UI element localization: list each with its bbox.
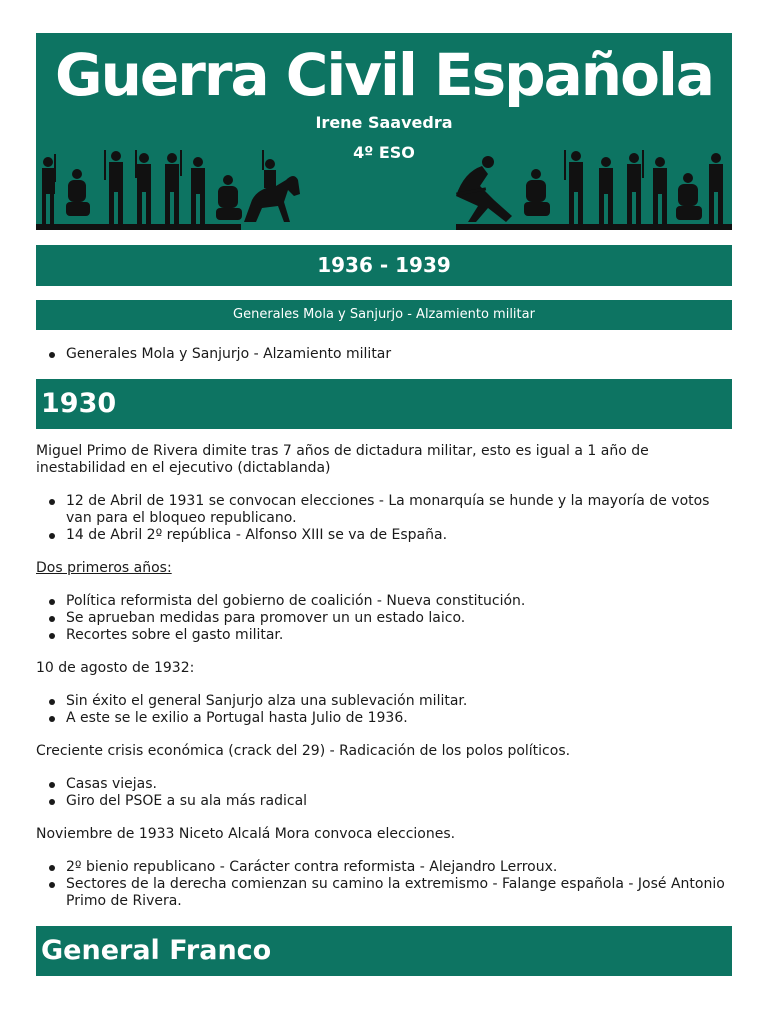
list-item: 2º bienio republicano - Carácter contra reformista - Alejandro Lerroux.: [66, 859, 732, 876]
banner-title: Guerra Civil Española: [55, 41, 713, 109]
paragraph-crisis: Creciente crisis económica (crack del 29) - Radicación de los polos políticos.: [36, 743, 571, 759]
banner-course: 4º ESO: [353, 143, 415, 162]
banner-author: Irene Saavedra: [315, 113, 453, 132]
list-item: Recortes sobre el gasto militar.: [66, 627, 732, 644]
label-first-years: Dos primeros años:: [36, 560, 172, 576]
subtitle-bar: Generales Mola y Sanjurjo - Alzamiento militar: [36, 300, 732, 330]
list-item: 14 de Abril 2º república - Alfonso XIII se va de España.: [66, 527, 732, 544]
paragraph-1932: 10 de agosto de 1932:: [36, 660, 195, 676]
title-banner: [36, 33, 732, 230]
list-item: 12 de Abril de 1931 se convocan elecciones - La monarquía se hunde y la mayoría de votos van para el bloqueo republicano.: [66, 493, 732, 527]
section-heading-franco: General Franco: [36, 926, 732, 976]
intro-list: [36, 346, 732, 363]
paragraph-1933: Noviembre de 1933 Niceto Alcalá Mora convoca elecciones.: [36, 826, 456, 842]
document-page: [36, 33, 732, 976]
section-heading-1930: 1930: [36, 379, 732, 429]
list-item: Casas viejas.: [66, 776, 732, 793]
list-1933: [36, 859, 732, 910]
list-first-years: [36, 593, 732, 644]
list-item: Se aprueban medidas para promover un un estado laico.: [66, 610, 732, 627]
list-crisis: [36, 776, 732, 810]
list-item: Política reformista del gobierno de coalición - Nueva constitución.: [66, 593, 732, 610]
list-sanjurjo: [36, 693, 732, 727]
list-item: A este se le exilio a Portugal hasta Julio de 1936.: [66, 710, 732, 727]
list-item: Sin éxito el general Sanjurjo alza una sublevación militar.: [66, 693, 732, 710]
years-bar: 1936 - 1939: [36, 245, 732, 286]
soldier-silhouettes-icon: [36, 150, 732, 230]
list-item: Generales Mola y Sanjurjo - Alzamiento militar: [66, 346, 732, 363]
list-elections: [36, 493, 732, 544]
list-item: Giro del PSOE a su ala más radical: [66, 793, 732, 810]
paragraph-primo-rivera: Miguel Primo de Rivera dimite tras 7 años de dictadura militar, esto es igual a 1 año de inestabilidad en el ejecutivo (dictablanda): [36, 443, 649, 476]
list-item: Sectores de la derecha comienzan su camino la extremismo - Falange española - José Antonio Primo de Rivera.: [66, 876, 732, 910]
